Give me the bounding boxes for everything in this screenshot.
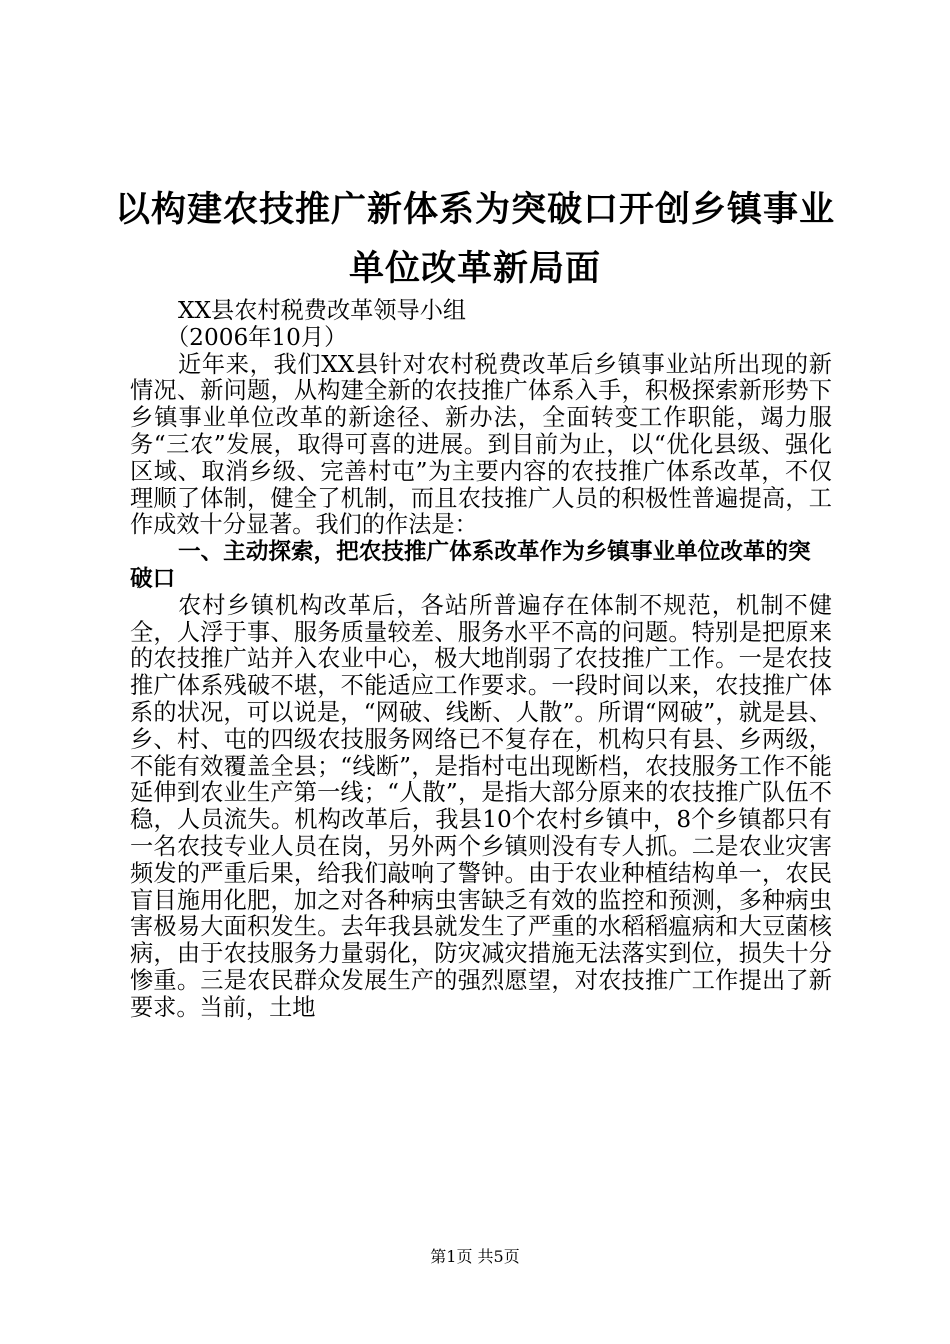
date-line: （2006年10月）: [166, 323, 348, 351]
author-line: XX县农村税费改革领导小组: [178, 297, 467, 324]
document-title-line-2: 单位改革新局面: [348, 249, 601, 289]
document-body: [130, 298, 832, 1022]
paragraph: 近年来，我们XX县针对农村税费改革后乡镇事业站所出现的新情况、新问题，从构建全新的农技推广体系入手，积极探索新形势下乡镇事业单位改革的新途径、新办法，全面转变工作职能，竭力服务“三农”发展，取得可喜的进展。到目前为止，以“优化县级、强化区域、取消乡级、完善村屯”为主要内容的农技推广体系改革，不仅理顺了体制，健全了机制，而且农技推广人员的积极性普遍提高，工作成效十分显著。我们的作法是：: [130, 350, 832, 539]
paragraph: 农村乡镇机构改革后，各站所普遍存在体制不规范，机制不健全，人浮于事、服务质量较差、服务水平不高的问题。特别是把原来的农技推广站并入农业中心，极大地削弱了农技推广工作。一是农技推广体系残破不堪，不能适应工作要求。一段时间以来，农技推广体系的状况，可以说是，“网破、线断、人散”。所谓“网破”，就是县、乡、村、屯的四级农技服务网络已不复存在，机构只有县、乡两级，不能有效覆盖全县；“线断”，是指村屯出现断档，农技服务工作不能延伸到农业生产第一线；“人散”，是指大部分原来的农技推广队伍不稳，人员流失。机构改革后，我县10个农村乡镇中，8个乡镇都只有一名农技专业人员在岗，另外两个乡镇则没有专人抓。二是农业灾害频发的严重后果，给我们敲响了警钟。由于农业种植结构单一，农民盲目施用化肥，加之对各种病虫害缺乏有效的监控和预测，多种病虫害极易大面积发生。去年我县就发生了严重的水稻稻瘟病和大豆菌核病，由于农技服务力量弱化，防灾减灾措施无法落实到位，损失十分惨重。三是农民群众发展生产的强烈愿望，对农技推广工作提出了新要求。当前，土地: [130, 591, 832, 1021]
section-heading: 一、主动探索，把农技推广体系改革作为乡镇事业单位改革的突破口: [130, 539, 811, 592]
document-title-line-1: 以构建农技推广新体系为突破口开创乡镇事业: [114, 190, 835, 230]
page-footer: 第1页 共5页: [430, 1247, 520, 1266]
